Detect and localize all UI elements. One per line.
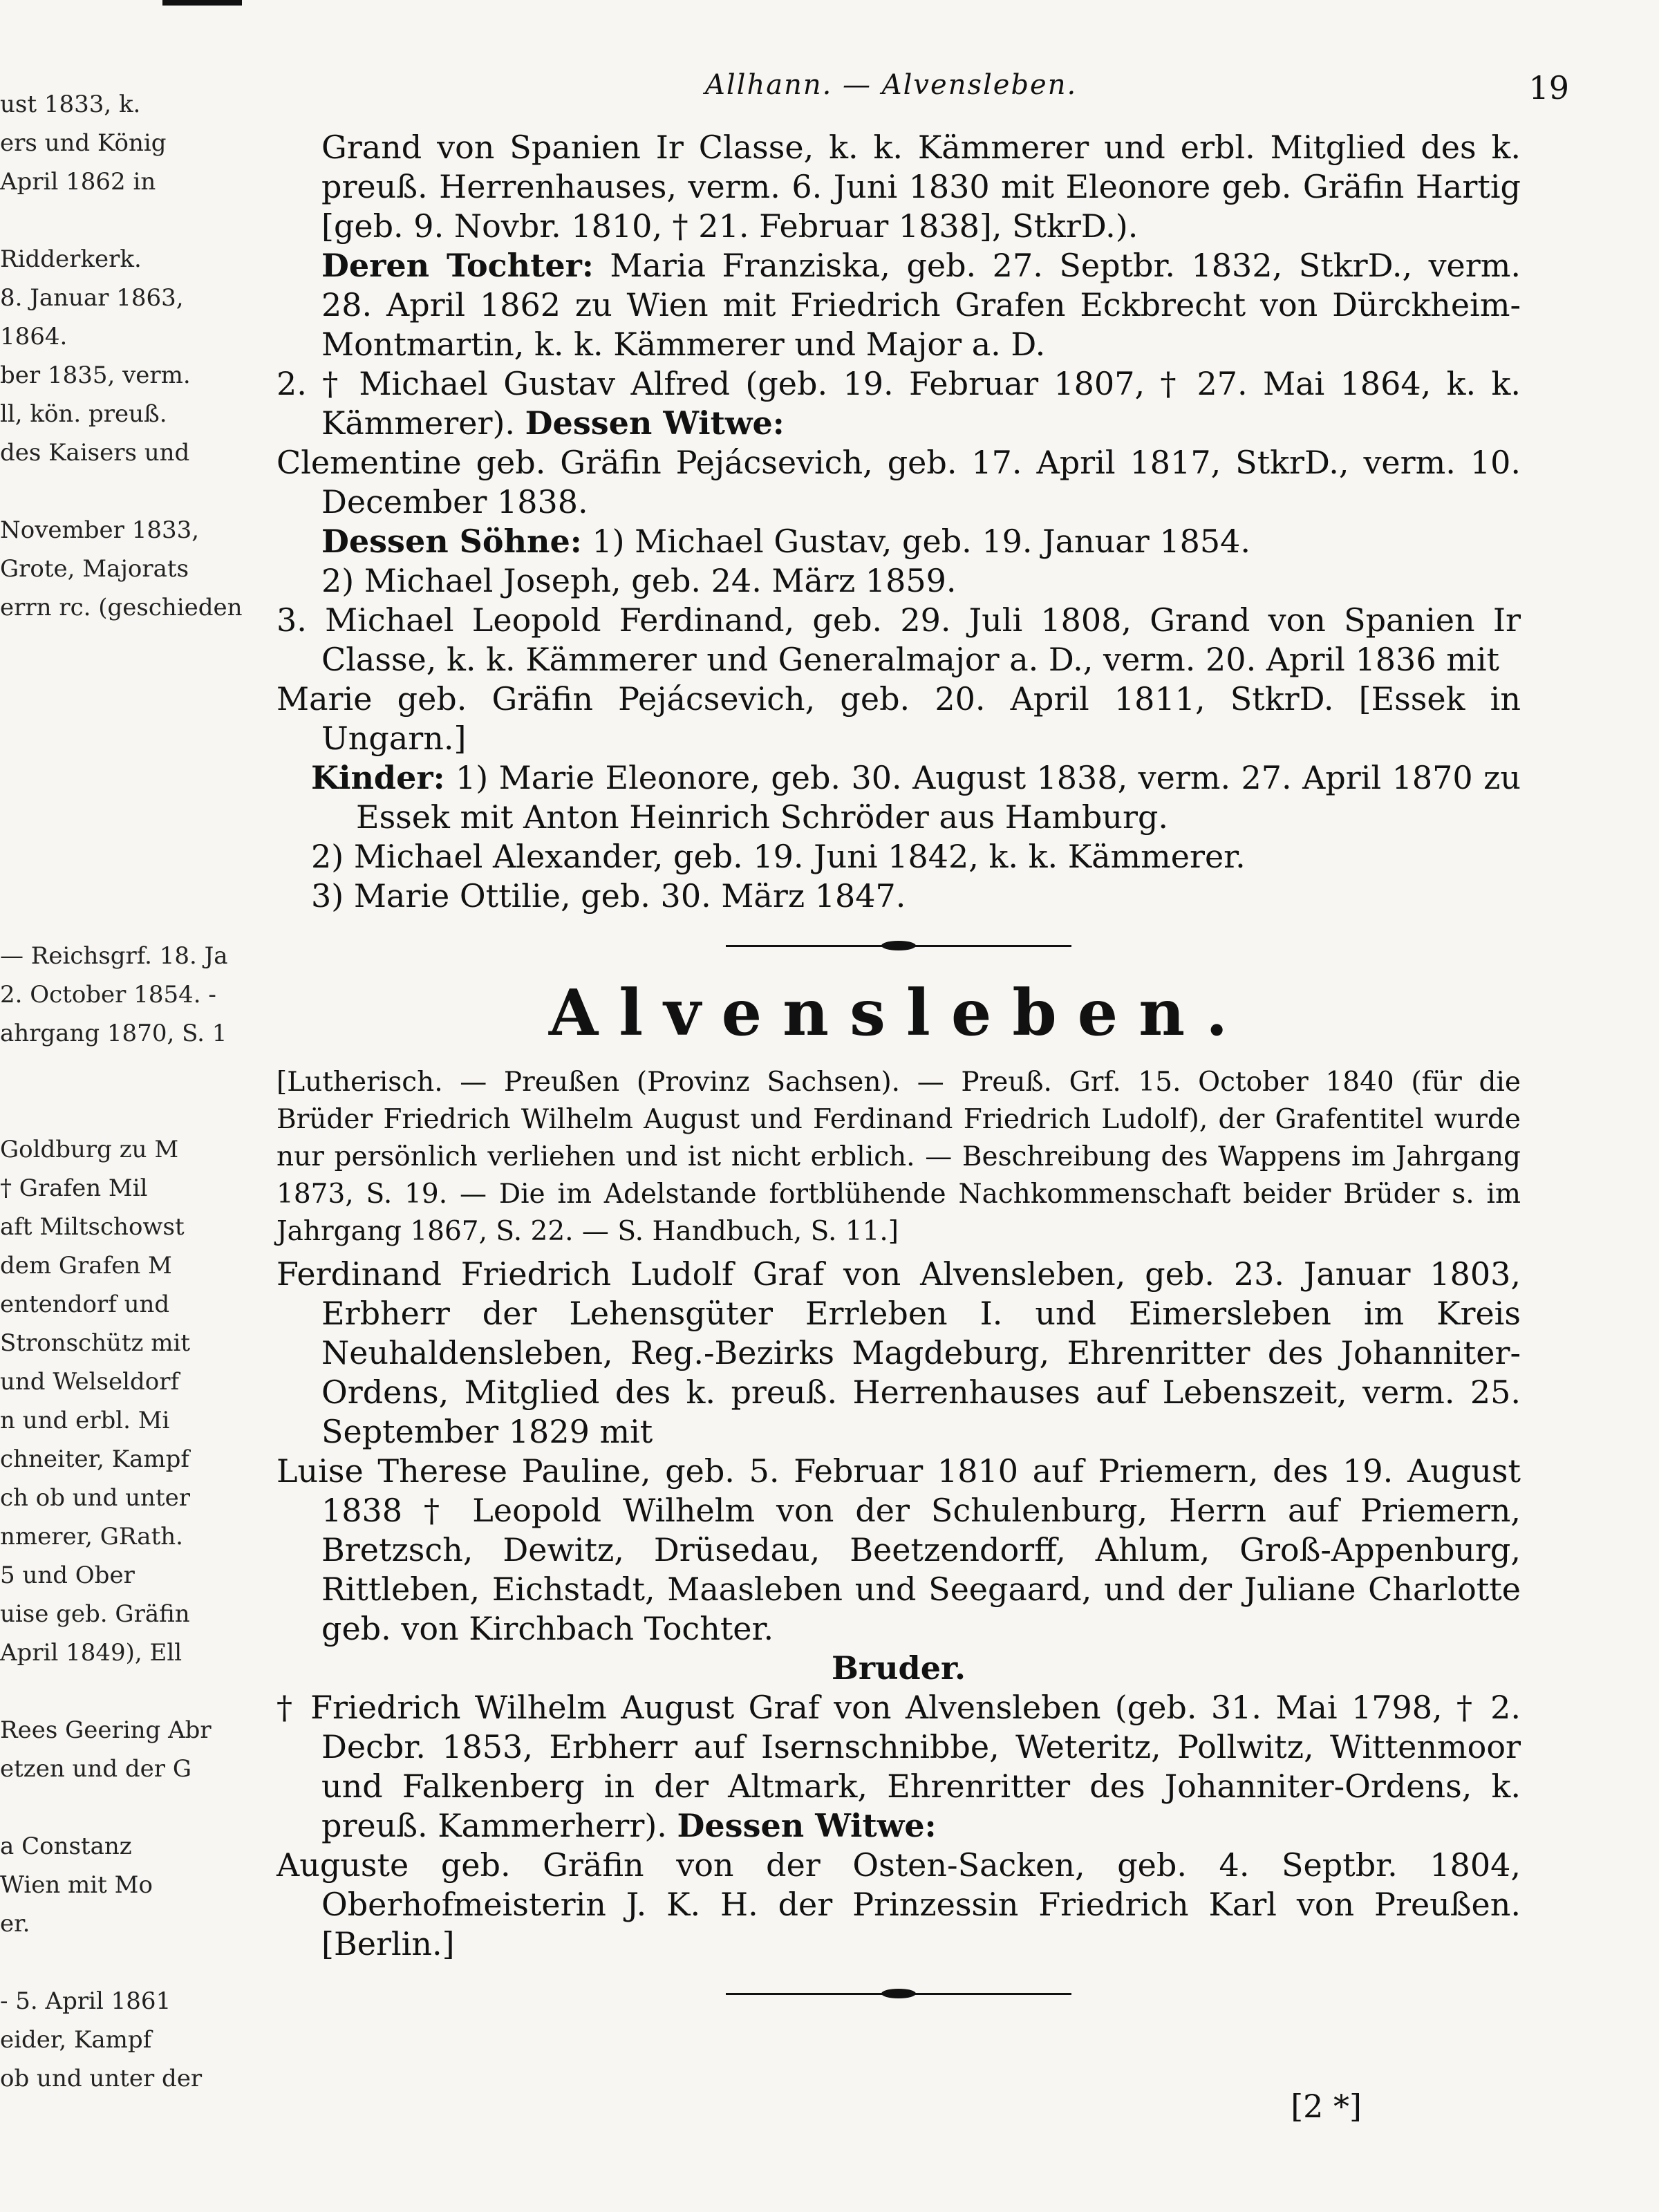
margin-fragment: ob und unter der [0,2065,203,2092]
margin-fragment: ch ob und unter [0,1484,190,1512]
margin-fragment: Rees Geering Abr [0,1716,212,1744]
entry-text: 2. † Michael Gustav Alfred (geb. 19. Februar 1807, † 27. Mai 1864, k. k. Kämmerer). [276,365,1521,442]
entry-paragraph [276,246,1521,364]
subheading: Bruder. [831,1649,966,1687]
entry-paragraph [276,1688,1521,1846]
entry-label: Kinder: [311,759,445,796]
margin-fragment: ust 1833, k. [0,91,141,118]
margin-fragment: 8. Januar 1863, [0,284,184,312]
margin-fragment: November 1833, [0,516,200,544]
entry-paragraph: 2) Michael Joseph, geb. 24. März 1859. [321,562,957,599]
top-rule [162,0,242,6]
margin-fragment: 5 und Ober [0,1562,135,1589]
margin-fragment: ahrgang 1870, S. 1 [0,1020,227,1047]
entry-text: Maria Franziska, geb. 27. Septbr. 1832, StkrD., verm. 28. April 1862 zu Wien mit Friedrich Grafen Eckbrecht von Dürckheim-Montmartin, k. k. Kämmerer und Major a. D. [321,247,1521,363]
margin-fragment: a Constanz [0,1833,132,1860]
margin-fragment: Wien mit Mo [0,1871,153,1899]
entry-paragraph [276,758,1521,837]
margin-fragment: und Welseldorf [0,1368,180,1396]
page-content [276,128,1521,2023]
adjacent-page-margin [0,90,243,2164]
margin-fragment: dem Grafen M [0,1252,172,1280]
margin-fragment: April 1849), Ell [0,1639,182,1667]
margin-fragment: — Reichsgrf. 18. Ja [0,942,228,970]
entry-paragraph: Marie geb. Gräfin Pejácsevich, geb. 20. April 1811, StkrD. [Essek in Ungarn.] [276,680,1521,757]
margin-fragment: uise geb. Gräfin [0,1600,190,1628]
entry-text: † Friedrich Wilhelm August Graf von Alvensleben (geb. 31. Mai 1798, † 2. Decbr. 1853, Erbherr auf Isernschnibbe, Weteritz, Pollwitz, Wittenmoor und Falkenberg in der Altmark, Ehrenritter des Johanniter-Ordens, k. preuß. Kammerherr). [276,1689,1521,1844]
margin-fragment: - 5. April 1861 [0,1987,171,2015]
margin-fragment: eider, Kampf [0,2026,152,2054]
entry-text: 1) Michael Gustav, geb. 19. Januar 1854. [592,523,1251,560]
page-number: 19 [1528,69,1569,106]
running-head: Allhann. — Alvensleben. [705,69,1078,101]
entry-paragraph [276,364,1521,443]
entry-paragraph: 2) Michael Alexander, geb. 19. Juni 1842, k. k. Kämmerer. [311,838,1246,875]
entry-paragraph: Luise Therese Pauline, geb. 5. Februar 1810 auf Priemern, des 19. August 1838 † Leopold Wilhelm von der Schulenburg, Herrn auf Priemern, Bretzsch, Dewitz, Drüsedau, Beetzendorff, Ahlum, Groß-Appenburg, Rittleben, Eichstadt, Maasleben und Seegaard, und der Juliane Charlotte geb. von Kirchbach Tochter. [276,1452,1521,1647]
margin-fragment: Grote, Majorats [0,555,189,583]
entry-label: Deren Tochter: [321,247,594,284]
margin-fragment: ber 1835, verm. [0,362,191,389]
entry-label: Dessen Witwe: [677,1807,937,1844]
margin-fragment: nmerer, GRath. [0,1523,183,1550]
margin-fragment: ll, kön. preuß. [0,400,167,428]
entry-paragraph: 3) Marie Ottilie, geb. 30. März 1847. [311,877,906,915]
entry-paragraph: Clementine geb. Gräfin Pejácsevich, geb. 17. April 1817, StkrD., verm. 10. December 1838. [276,444,1521,521]
margin-fragment: des Kaisers und [0,439,190,467]
page [276,0,1569,2212]
entry-paragraph [276,522,1521,561]
entry-text: 1) Marie Eleonore, geb. 30. August 1838, verm. 27. April 1870 zu Essek mit Anton Heinrich Schröder aus Hamburg. [356,759,1521,836]
margin-fragment: April 1862 in [0,168,156,196]
entry-paragraph: 3. Michael Leopold Ferdinand, geb. 29. Juli 1808, Grand von Spanien Ir Classe, k. k. Kämmerer und Generalmajor a. D., verm. 20. April 1836 mit [276,601,1521,678]
entry-label: Dessen Witwe: [525,404,785,442]
entry-paragraph: Auguste geb. Gräfin von der Osten-Sacken, geb. 4. Septbr. 1804, Oberhofmeisterin J. K. H. der Prinzessin Friedrich Karl von Preußen. [Berlin.] [276,1846,1521,1962]
margin-fragment: ers und König [0,129,167,157]
margin-fragment: etzen und der G [0,1755,191,1783]
entry-paragraph: Ferdinand Friedrich Ludolf Graf von Alvensleben, geb. 23. Januar 1803, Erbherr der Lehensgüter Errleben I. und Eimersleben im Kreis Neuhaldensleben, Reg.-Bezirks Magdeburg, Ehrenritter des Johanniter-Ordens, Mitglied des k. preuß. Herrenhauses auf Lebenszeit, verm. 25. September 1829 mit [276,1255,1521,1450]
printer-signature: [2 *] [1291,2088,1362,2125]
margin-fragment: chneiter, Kampf [0,1445,190,1473]
margin-fragment: errn rc. (geschieden [0,594,243,621]
margin-fragment: aft Miltschowst [0,1213,185,1241]
ornamental-divider [726,941,1071,950]
margin-fragment: Stronschütz mit [0,1329,191,1357]
section-intro: [Lutherisch. — Preußen (Provinz Sachsen). — Preuß. Grf. 15. October 1840 (für die Brüder Friedrich Wilhelm August und Ferdinand Friedrich Ludolf), der Grafentitel wurde nur persönlich verliehen und ist nicht erblich. — Beschreibung des Wappens im Jahrgang 1873, S. 19. — Die im Adelstande fortblühende Nachkommenschaft beider Brüder s. im Jahrgang 1867, S. 22. — S. Handbuch, S. 11.] [276,1067,1521,1247]
ornamental-divider [726,1989,1071,1998]
margin-fragment: entendorf und [0,1291,170,1318]
margin-fragment: n und erbl. Mi [0,1407,170,1434]
entry-paragraph: Grand von Spanien Ir Classe, k. k. Kämmerer und erbl. Mitglied des k. preuß. Herrenhauses, verm. 6. Juni 1830 mit Eleonore geb. Gräfin Hartig [geb. 9. Novbr. 1810, † 21. Februar 1838], StkrD.). [321,129,1521,245]
margin-fragment: er. [0,1910,30,1938]
margin-fragment: 1864. [0,323,68,350]
margin-fragment: Ridderkerk. [0,245,142,273]
entry-label: Dessen Söhne: [321,523,582,560]
margin-fragment: † Grafen Mil [0,1174,148,1202]
section-title: Alvensleben. [548,975,1249,1050]
margin-fragment: 2. October 1854. - [0,981,216,1009]
margin-fragment: Goldburg zu M [0,1136,179,1163]
